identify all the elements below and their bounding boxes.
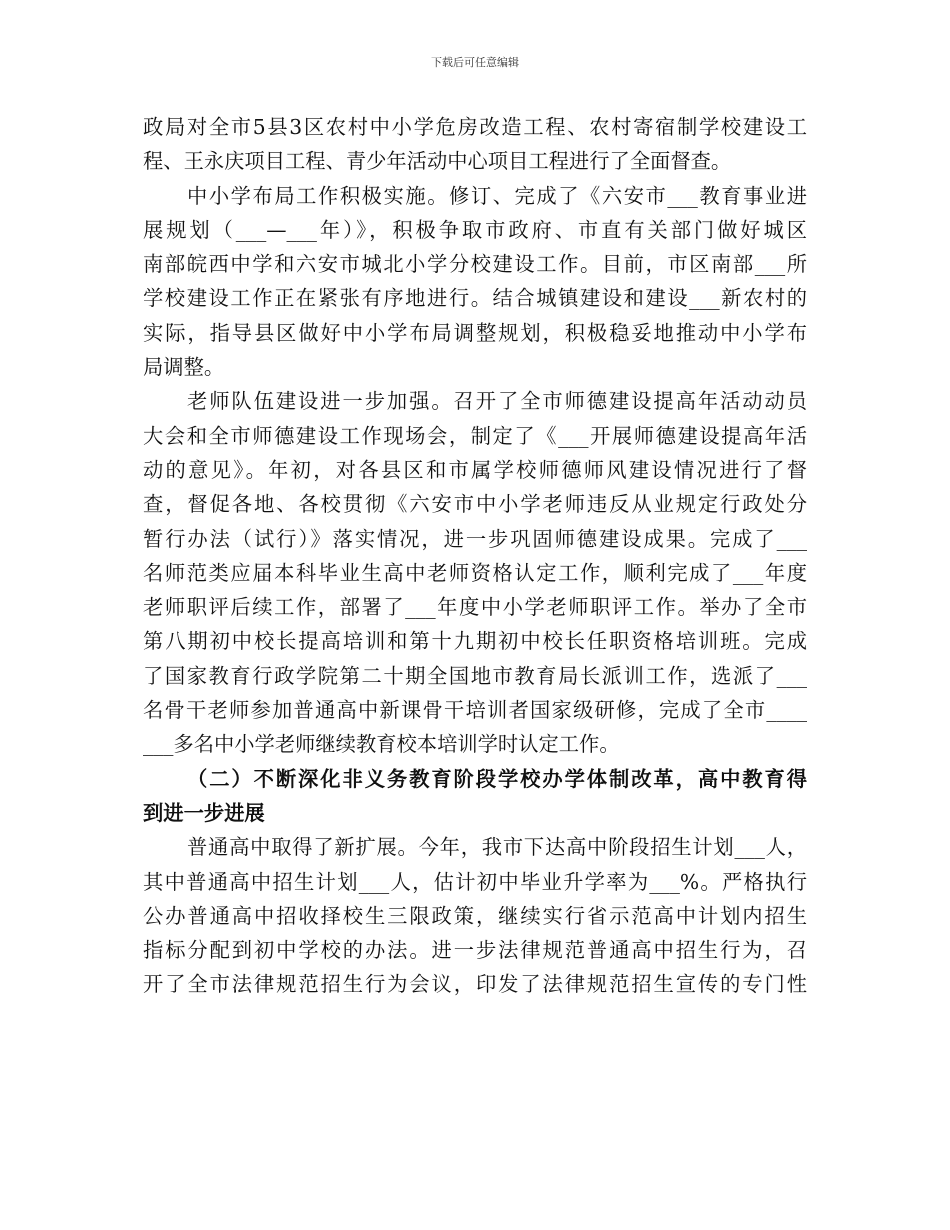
text-line: 了国家教育行政学院第二十期全国地市教育局长派训工作，选派了___	[143, 663, 807, 688]
text-line: 其中普通高中招生计划___人，估计初中毕业升学率为___%。严格执行	[143, 869, 807, 894]
text-line: 政局对全市5县3区农村中小学危房改造工程、农村寄宿制学校建设工	[143, 115, 807, 139]
text-line: 学校建设工作正在紧张有序地进行。结合城镇建设和建设___新农村的	[143, 286, 807, 311]
text-line: 实际，指导县区做好中小学布局调整规划，积极稳妥地推动中小学布	[143, 320, 807, 345]
text-line: 暂行办法（试行）》落实情况，进一步巩固师德建设成果。完成了___	[143, 526, 807, 551]
text-line: 大会和全市师德建设工作现场会，制定了《___开展师德建设提高年活	[143, 423, 807, 448]
text-line: ___多名中小学老师继续教育校本培训学时认定工作。	[143, 732, 620, 757]
text-line: 开了全市法律规范招生行为会议，印发了法律规范招生宣传的专门性	[143, 972, 807, 997]
section-heading: （二）不断深化非义务教育阶段学校办学体制改革，高中教育得	[187, 766, 807, 791]
document-body	[143, 110, 807, 1002]
text-line: 老师职评后续工作，部署了___年度中小学老师职评工作。举办了全市	[143, 595, 807, 620]
text-line: 查，督促各地、各校贯彻《六安市中小学老师违反从业规定行政处分	[143, 492, 807, 517]
text-line: 指标分配到初中学校的办法。进一步法律规范普通高中招生行为，召	[143, 938, 807, 963]
text-line: 动的意见》。年初，对各县区和市属学校师德师风建设情况进行了督	[143, 457, 807, 482]
text-line: 程、王永庆项目工程、青少年活动中心项目工程进行了全面督查。	[143, 149, 732, 174]
text-line: 南部皖西中学和六安市城北小学分校建设工作。目前，市区南部___所	[143, 252, 807, 277]
paragraph-first-line: 普通高中取得了新扩展。今年，我市下达高中阶段招生计划___人，	[187, 835, 807, 860]
text-line: 名师范类应届本科毕业生高中老师资格认定工作，顺利完成了___年度	[143, 560, 807, 585]
section-heading: 到进一步进展	[143, 800, 265, 825]
text-line: 公办普通高中招收择校生三限政策，继续实行省示范高中计划内招生	[143, 903, 807, 928]
text-line: 名骨干老师参加普通高中新课骨干培训者国家级研修，完成了全市____	[143, 698, 807, 723]
paragraph-first-line: 老师队伍建设进一步加强。召开了全市师德建设提高年活动动员	[187, 389, 807, 414]
page-header: 下载后可任意编辑	[431, 56, 519, 69]
text-line: 第八期初中校长提高培训和第十九期初中校长任职资格培训班。完成	[143, 629, 807, 654]
paragraph-first-line: 中小学布局工作积极实施。修订、完成了《六安市___教育事业进	[187, 183, 807, 208]
text-line: 局调整。	[143, 355, 225, 380]
text-line: 展规划（___—___年）》，积极争取市政府、市直有关部门做好城区	[143, 217, 807, 242]
